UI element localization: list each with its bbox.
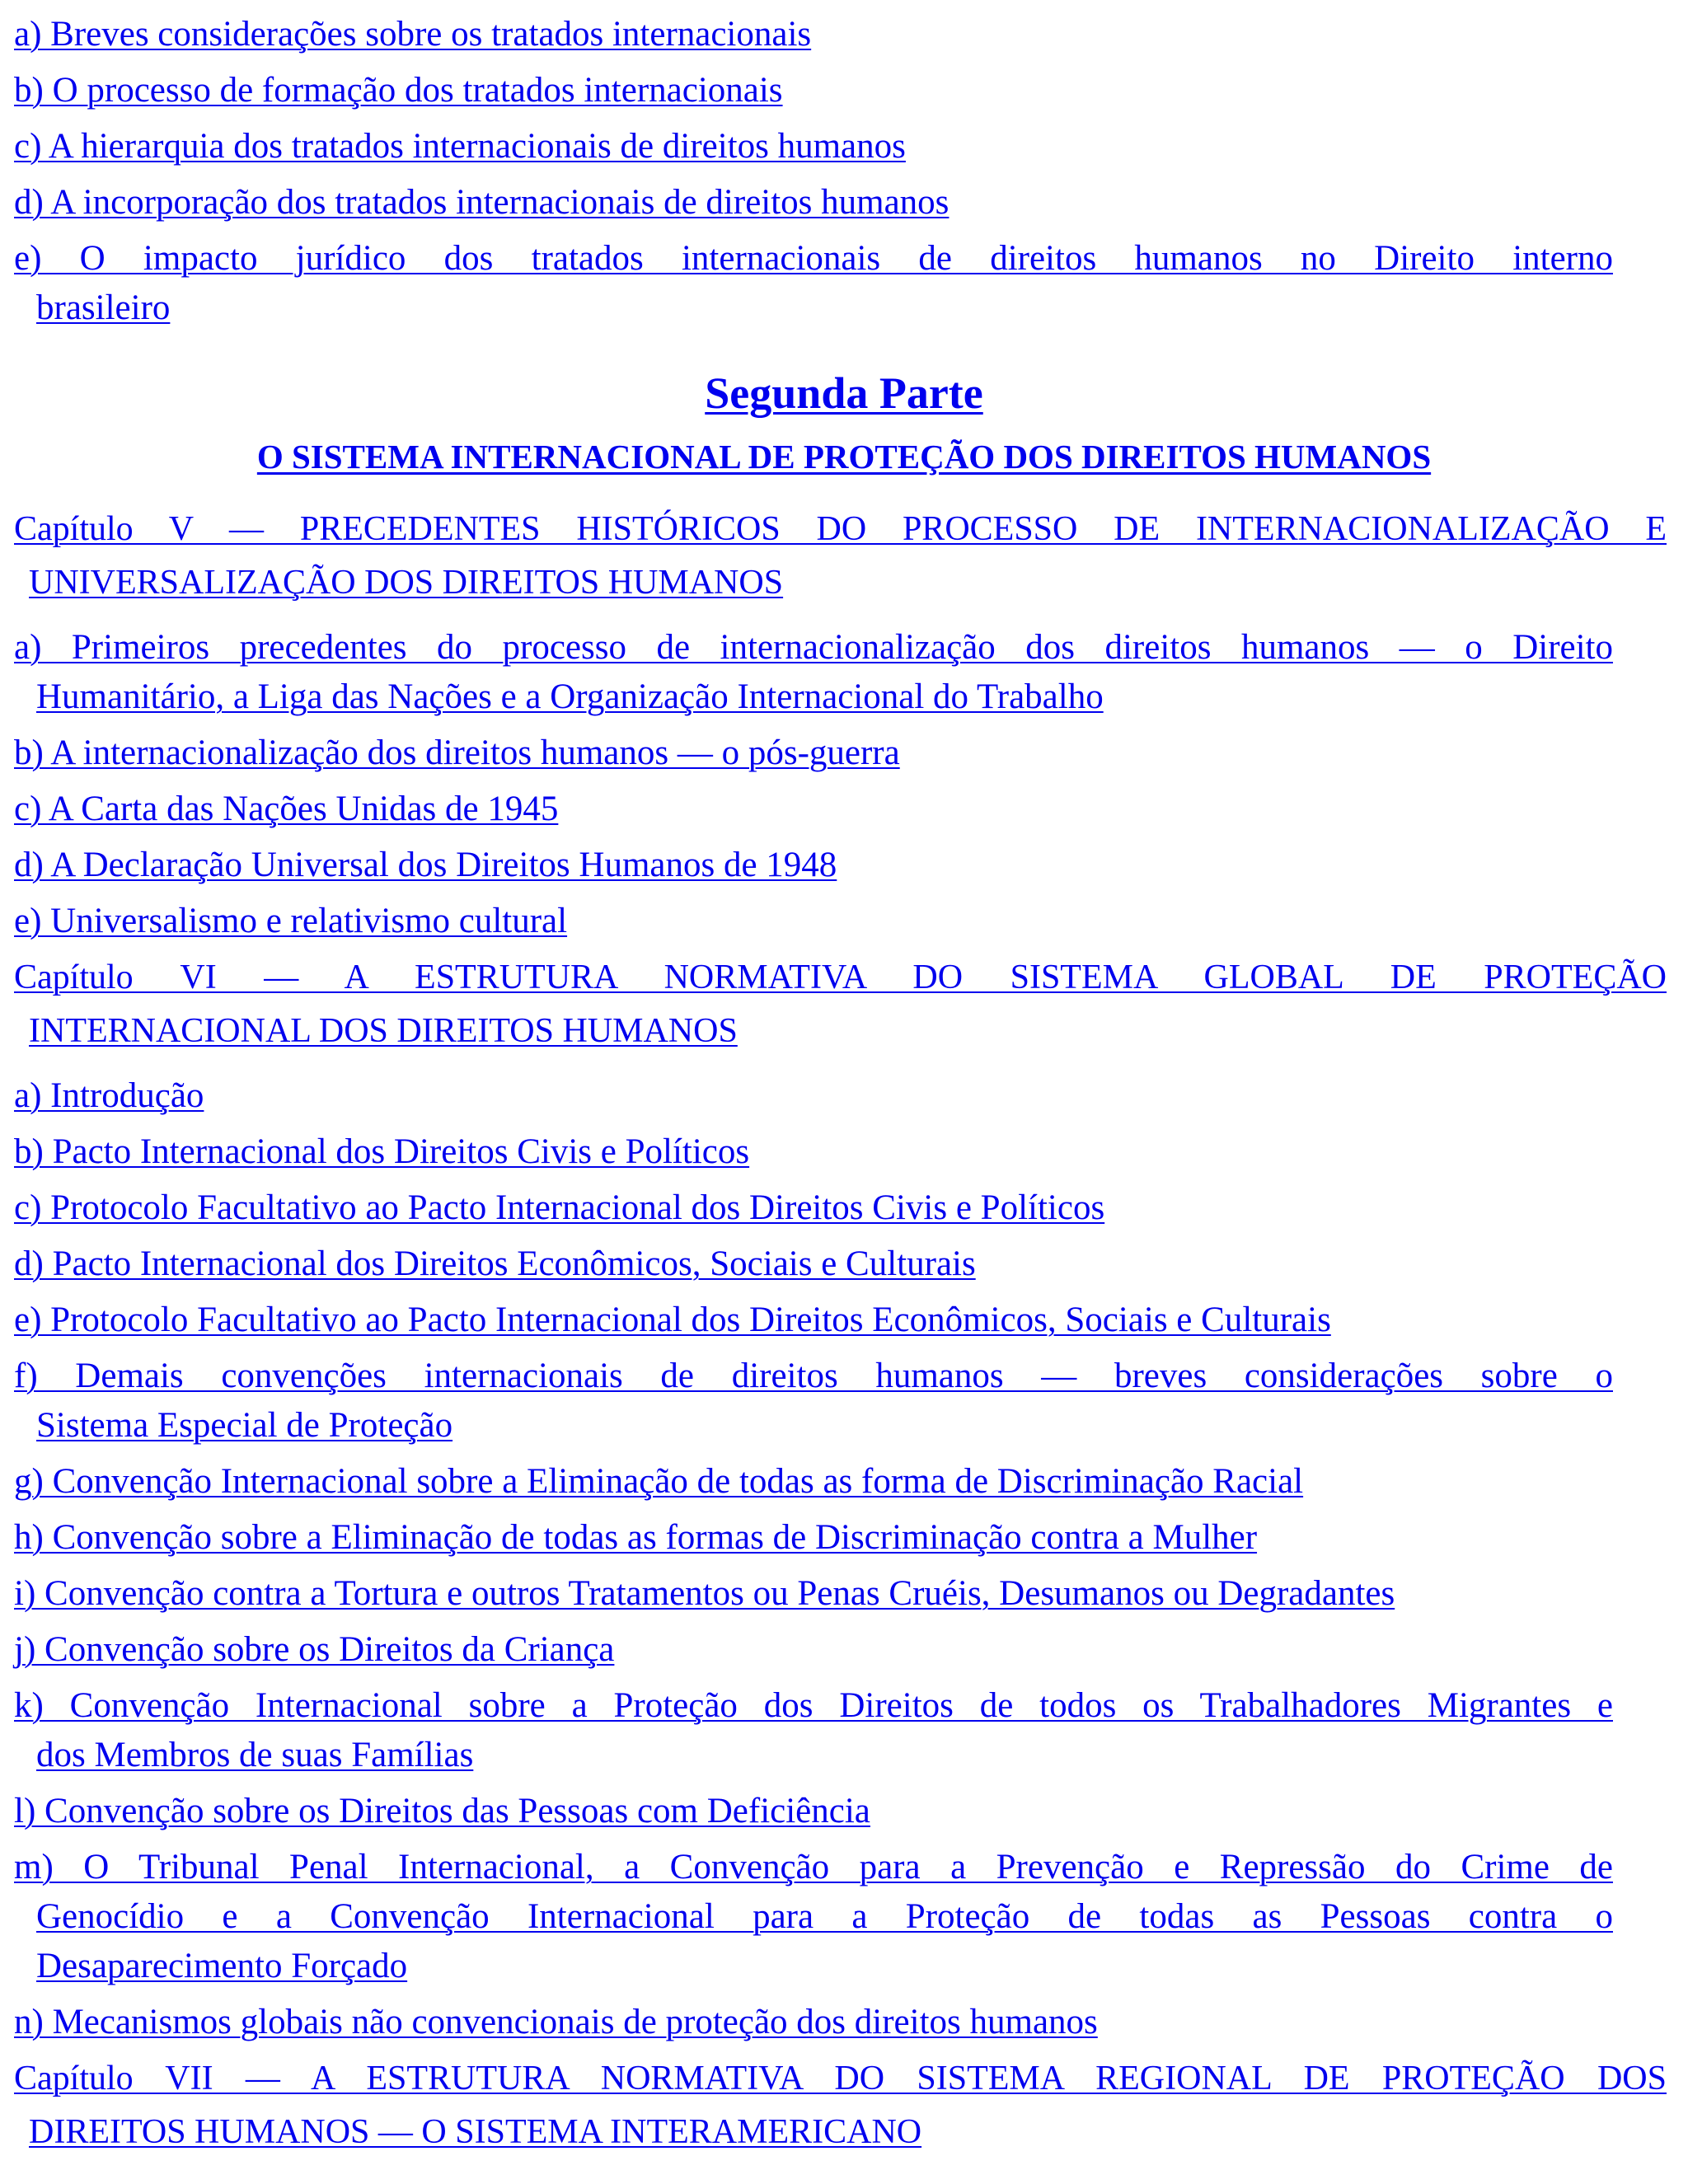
toc-link-ch5-e[interactable]: e) Universalismo e relativismo cultural xyxy=(14,902,568,940)
chapter-7-title[interactable]: Capítulo VII — A ESTRUTURA NORMATIVA DO SISTEMA REGIONAL DE PROTEÇÃO DOS xyxy=(14,2060,1667,2097)
chapter-6-title-cont[interactable]: INTERNACIONAL DOS DIREITOS HUMANOS xyxy=(29,1012,738,1050)
toc-link-item-a[interactable]: a) Breves considerações sobre os tratados internacionais xyxy=(14,15,812,54)
toc-link-ch6-n[interactable]: n) Mecanismos globais não convencionais de proteção dos direitos humanos xyxy=(14,2003,1098,2041)
toc-link-ch5-a[interactable]: a) Primeiros precedentes do processo de internacionalização dos direitos humanos — o Direito xyxy=(14,628,1613,667)
toc-link-ch6-k[interactable]: k) Convenção Internacional sobre a Proteção dos Direitos de todos os Trabalhadores Migrantes e xyxy=(14,1686,1613,1725)
toc-link-ch6-l[interactable]: l) Convenção sobre os Direitos das Pessoas com Deficiência xyxy=(14,1792,870,1830)
toc-link-ch6-m-cont-1[interactable]: Genocídio e a Convenção Internacional para a Proteção de todas as Pessoas contra o xyxy=(36,1897,1613,1936)
toc-link-ch6-b[interactable]: b) Pacto Internacional dos Direitos Civis e Políticos xyxy=(14,1132,750,1171)
toc-link-ch6-e[interactable]: e) Protocolo Facultativo ao Pacto Internacional dos Direitos Econômicos, Sociais e Culturais xyxy=(14,1301,1331,1339)
chapter-5-title[interactable]: Capítulo V — PRECEDENTES HISTÓRICOS DO PROCESSO DE INTERNACIONALIZAÇÃO E xyxy=(14,510,1667,548)
toc-link-item-c[interactable]: c) A hierarquia dos tratados internacionais de direitos humanos xyxy=(14,127,906,166)
toc-link-ch6-f[interactable]: f) Demais convenções internacionais de direitos humanos — breves considerações sobre o xyxy=(14,1357,1613,1395)
toc-link-item-b[interactable]: b) O processo de formação dos tratados internacionais xyxy=(14,71,783,110)
chapter-5-title-cont[interactable]: UNIVERSALIZAÇÃO DOS DIREITOS HUMANOS xyxy=(29,564,784,602)
toc-link-item-d[interactable]: d) A incorporação dos tratados internacionais de direitos humanos xyxy=(14,183,950,222)
toc-link-ch5-a-cont[interactable]: Humanitário, a Liga das Nações e a Organização Internacional do Trabalho xyxy=(36,677,1104,716)
toc-link-ch6-h[interactable]: h) Convenção sobre a Eliminação de todas as formas de Discriminação contra a Mulher xyxy=(14,1518,1258,1557)
toc-link-ch6-d[interactable]: d) Pacto Internacional dos Direitos Econômicos, Sociais e Culturais xyxy=(14,1244,976,1283)
toc-link-item-e-cont[interactable]: brasileiro xyxy=(36,288,171,327)
toc-link-ch5-d[interactable]: d) A Declaração Universal dos Direitos Humanos de 1948 xyxy=(14,846,837,884)
toc-link-ch6-m[interactable]: m) O Tribunal Penal Internacional, a Convenção para a Prevenção e Repressão do Crime de xyxy=(14,1848,1613,1886)
toc-link-ch6-a[interactable]: a) Introdução xyxy=(14,1076,204,1115)
part-title[interactable]: Segunda Parte xyxy=(705,368,983,418)
toc-link-item-e[interactable]: e) O impacto jurídico dos tratados internacionais de direitos humanos no Direito interno xyxy=(14,239,1613,278)
chapter-6-title[interactable]: Capítulo VI — A ESTRUTURA NORMATIVA DO SISTEMA GLOBAL DE PROTEÇÃO xyxy=(14,958,1667,996)
toc-link-ch6-m-cont-2[interactable]: Desaparecimento Forçado xyxy=(36,1947,408,1985)
toc-link-ch6-j[interactable]: j) Convenção sobre os Direitos da Criança xyxy=(14,1630,615,1669)
toc-link-ch6-k-cont[interactable]: dos Membros de suas Famílias xyxy=(36,1736,474,1774)
chapter-7-title-cont[interactable]: DIREITOS HUMANOS — O SISTEMA INTERAMERICANO xyxy=(29,2113,922,2151)
part-subtitle[interactable]: O SISTEMA INTERNACIONAL DE PROTEÇÃO DOS DIREITOS HUMANOS xyxy=(256,438,1432,476)
toc-link-ch5-c[interactable]: c) A Carta das Nações Unidas de 1945 xyxy=(14,790,559,828)
toc-link-ch6-f-cont[interactable]: Sistema Especial de Proteção xyxy=(36,1406,453,1445)
toc-link-ch6-g[interactable]: g) Convenção Internacional sobre a Eliminação de todas as forma de Discriminação Racial xyxy=(14,1462,1304,1501)
toc-link-ch6-i[interactable]: i) Convenção contra a Tortura e outros Tratamentos ou Penas Cruéis, Desumanos ou Degradantes xyxy=(14,1574,1395,1613)
toc-link-ch5-b[interactable]: b) A internacionalização dos direitos humanos — o pós-guerra xyxy=(14,733,900,772)
toc-link-ch6-c[interactable]: c) Protocolo Facultativo ao Pacto Internacional dos Direitos Civis e Políticos xyxy=(14,1188,1105,1227)
